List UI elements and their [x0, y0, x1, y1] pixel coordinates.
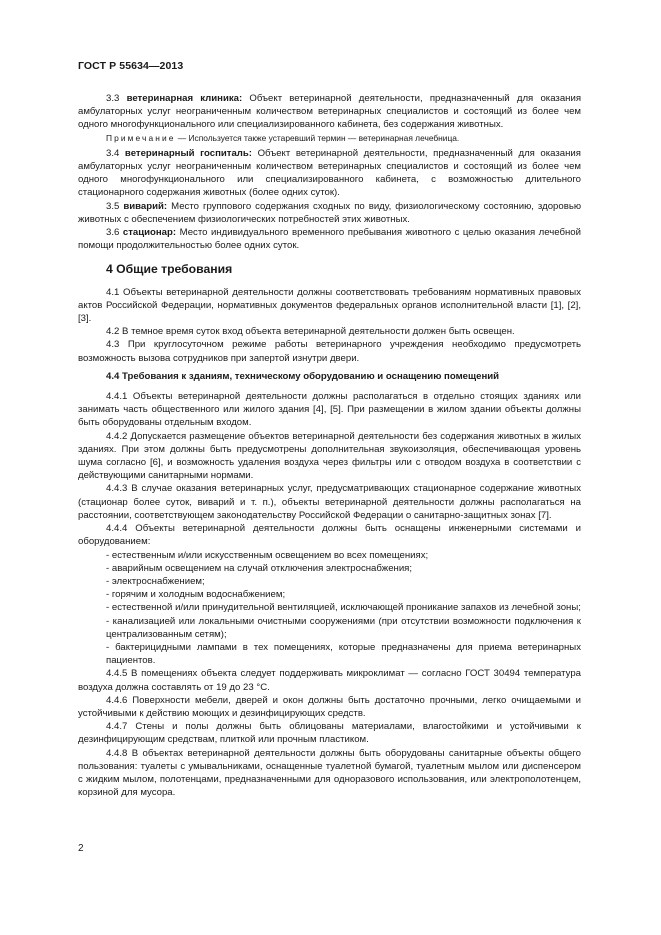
paragraph-4-4-1: 4.4.1 Объекты ветеринарной деятельности должны располагаться в отдельно стоящих зданиях или занимать часть общественного или жилого здания [4], [5]. При размещении в жилом здании объекты должны быть оборудованы отдельным входом. [78, 391, 581, 429]
document-header: ГОСТ Р 55634—2013 [78, 60, 184, 72]
section-title: 4 Общие требования [106, 262, 233, 277]
note [78, 132, 581, 145]
definition-3-4 [78, 147, 581, 200]
paragraph-4-4-7: 4.4.7 Стены и полы должны быть облицованы материалами, влагостойкими и устойчивыми к дезинфицирующим средствам, плиткой или прочным пластиком. [78, 721, 581, 746]
paragraph-4-4-2: 4.4.2 Допускается размещение объектов ветеринарной деятельности без содержания животных в жилых зданиях. При этом должны быть предусмотрены дополнительная звукоизоляция, обеспечивающая уровень шума согласно [6], и возможность удаления воздуха через фильтры или с отводом воздуха в соответствии с действующими санитарными нормами. [78, 430, 581, 482]
document-body [78, 92, 581, 799]
list-item: - аварийным освещением на случай отключения электроснабжения; [106, 562, 413, 574]
list-item: - естественной и/или принудительной вентиляцией, исключающей проникание запахов из лечебной зоны; [106, 602, 581, 614]
paragraph-4-4-4: 4.4.4 Объекты ветеринарной деятельности должны быть оснащены инженерными системами и оборудованием: [78, 523, 581, 548]
definition-3-5 [78, 200, 581, 226]
definition-3-3 [78, 92, 581, 132]
definition-number: 3.4 [106, 147, 120, 159]
definition-term: ветеринарный госпиталь: [124, 147, 252, 159]
equipment-list [78, 549, 581, 668]
definition-3-6 [78, 226, 581, 252]
list-item: - бактерицидными лампами в тех помещениях, которые предназначены для приема ветеринарных пациентов. [106, 641, 581, 667]
page-number: 2 [78, 843, 84, 854]
list-item: - естественным и/или искусственным освещением во всех помещениях; [106, 549, 429, 561]
definition-term: стационар: [122, 227, 177, 239]
paragraph-4-4-8: 4.4.8 В объектах ветеринарной деятельности должны быть оборудованы санитарные объекты общего пользования: туалеты с умывальниками, оснащенные туалетной бумагой, туалетным мылом или диспенсером с жидким мылом, полотенцами, предназначенными для одноразового использования, или электрополотенцем, корзиной для мусора. [78, 747, 581, 799]
definition-text: Место группового содержания сходных по виду, физиологическому состоянию, здоровью животных с обеспечением физиологических потребностей этих животных. [78, 200, 582, 225]
paragraph-4-3: 4.3 При круглосуточном режиме работы ветеринарного учреждения необходимо предусмотреть возможность вызова сотрудников при запертой изнутри двери. [78, 339, 581, 364]
definition-number: 3.5 [106, 200, 120, 212]
paragraph-4-4-5: 4.4.5 В помещениях объекта следует поддерживать микроклимат — согласно ГОСТ 30494 температура воздуха должна составлять от 19 до 23 °С. [78, 668, 581, 693]
paragraph-4-4-3: 4.4.3 В случае оказания ветеринарных услуг, предусматривающих стационарное содержание животных (стационар более суток, виварий и т. п.), объекты ветеринарной деятельности должны располагаться на расстоянии, соответствующем законодательству Российской Федерации о санитарно-защитных зонах [7]. [78, 483, 581, 521]
list-item: - горячим и холодным водоснабжением; [106, 589, 286, 601]
definition-text: Объект ветеринарной деятельности, предназначенный для оказания амбулаторных услуг неограниченным количеством ветеринарных специалистов и состоящий из более чем одного многофункционального или специализированного кабинета, без содержания животных. [78, 93, 582, 131]
definition-number: 3.6 [106, 227, 120, 239]
definition-term: ветеринарная клиника: [126, 93, 243, 104]
note-text: — Используется также устаревший термин — ветеринарная лечебница. [175, 132, 460, 143]
definition-term: виварий: [123, 200, 168, 212]
list-item: - канализацией или локальными очистными сооружениями (при отсутствии возможности подключения к централизованным сетям); [106, 615, 581, 640]
note-label: Примечание [106, 132, 176, 143]
definition-text: Объект ветеринарной деятельности, предназначенный для оказания амбулаторных услуг неограниченным количеством ветеринарных специалистов и состоящий из более чем одного многофункционального или специализированного кабинета, с возможностью длительного стационарного содержания животных (более одних суток). [78, 147, 581, 199]
definition-text: Место индивидуального временного пребывания животного с целью оказания лечебной помощи продолжительностью более одних суток. [78, 227, 582, 252]
definition-number: 3.3 [106, 93, 120, 104]
paragraph-4-4-6: 4.4.6 Поверхности мебели, дверей и окон должны быть достаточно прочными, легко очищаемыми и устойчивыми к действию моющих и дезинфицирующих средств. [78, 694, 581, 719]
subsection-title: 4.4 Требования к зданиям, техническому оборудованию и оснащению помещений [106, 370, 500, 382]
list-item: - электроснабжением; [106, 575, 205, 587]
paragraph-4-2: 4.2 В темное время суток вход объекта ветеринарной деятельности должен быть освещен. [106, 326, 515, 338]
paragraph-4-1: 4.1 Объекты ветеринарной деятельности должны соответствовать требованиям нормативных правовых актов Российской Федерации, нормативных документов федеральных органов исполнительной власти [1], [2], [3]. [78, 286, 581, 325]
